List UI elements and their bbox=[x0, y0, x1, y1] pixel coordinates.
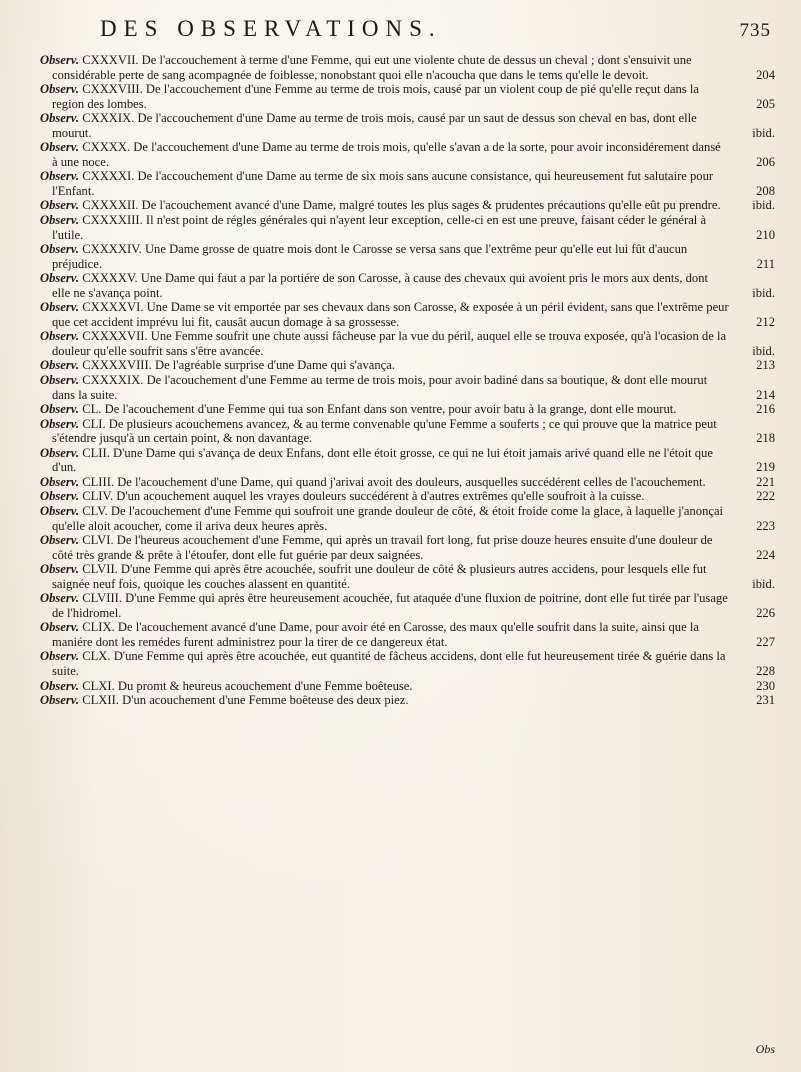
entry-text: CXXXXVI. Une Dame se vit emportée par ses chevaux dans son Carosse, & exposée à un péril évident, sans que l'extrême peur que cet accident imprévu lui fit, causât aucun domage à sa grossesse. bbox=[52, 300, 729, 329]
entry-page-ref: ibid. bbox=[752, 285, 775, 300]
entry-text: CXXXX. De l'accouchement d'une Dame au terme de trois mois, qu'elle s'avan a de la sorte, pour avoir inconsidérement dansé à une noce. bbox=[52, 140, 721, 169]
entry-page-ref: 216 bbox=[756, 402, 775, 417]
observation-entry bbox=[40, 679, 775, 694]
entry-label: Observ. bbox=[40, 300, 80, 315]
observation-entry bbox=[40, 591, 775, 620]
observation-entry bbox=[40, 562, 775, 591]
entry-text: CLI. De plusieurs acouchemens avancez, & au terme convenable qu'une Femme a souferts ; ce qui prouve que la matrice peut s'étendre jusqu'à un certain point, & non davantage. bbox=[52, 416, 717, 446]
entry-page-ref: 221 bbox=[756, 474, 775, 489]
observation-entry bbox=[40, 402, 775, 417]
observation-entry bbox=[40, 620, 775, 649]
entry-text: CXXXXIX. De l'acouchement d'une Femme au terme de trois mois, pour avoir badiné dans sa boutique, & dont elle mourut dans la suite. bbox=[52, 373, 708, 402]
running-title: DES OBSERVATIONS. bbox=[100, 16, 442, 41]
entry-text: CXXXIX. De l'accouchement d'une Dame au terme de trois mois, causé par un saut de dessus son cheval en bas, dont elle mourut. bbox=[52, 111, 697, 140]
entry-text: CLII. D'une Dame qui s'avança de deux Enfans, dont elle étoit grosse, ce qui ne lui étoit jamais arivé quand elle ne l'étoit que d'un. bbox=[52, 445, 713, 475]
entry-text: CLXI. Du promt & heureus acouchement d'une Femme boêteuse. bbox=[82, 678, 413, 693]
observation-entry bbox=[40, 504, 775, 533]
observation-entry bbox=[40, 533, 775, 562]
observation-entry bbox=[40, 271, 775, 300]
observation-entry bbox=[40, 358, 775, 373]
observation-entry bbox=[40, 373, 775, 402]
observation-entry bbox=[40, 489, 775, 504]
entry-label: Observ. bbox=[40, 198, 80, 213]
entry-page-ref: 205 bbox=[756, 96, 775, 111]
entry-page-ref: ibid. bbox=[752, 343, 775, 358]
entry-label: Observ. bbox=[40, 213, 80, 228]
entry-label: Observ. bbox=[40, 649, 80, 664]
observation-entry bbox=[40, 53, 775, 82]
entry-label: Observ. bbox=[40, 53, 80, 67]
entry-text: CLIV. D'un acouchement auquel les vrayes douleurs succédérent à d'autres extrêmes qu'elle soufroit à la cuisse. bbox=[82, 489, 645, 504]
entry-text: CXXXVII. De l'accouchement à terme d'une Femme, qui eut une violente chute de dessus un cheval ; dont s'ensuivit une considérable perte de sang acompagnée de foiblesse, nonobstant quoi elle n'acoucha que dans le tems qu'elle le devoit. bbox=[52, 53, 692, 82]
entry-text: CXXXXI. De l'accouchement d'une Dame au terme de six mois sans aucune consistance, qui heureusement fut salutaire pour l'Enfant. bbox=[52, 169, 714, 198]
observation-entry bbox=[40, 82, 775, 111]
entry-label: Observ. bbox=[40, 562, 80, 577]
entry-label: Observ. bbox=[40, 591, 80, 606]
entry-text: CLXII. D'un acouchement d'une Femme boêteuse des deux piez. bbox=[82, 693, 409, 708]
entry-page-ref: 206 bbox=[756, 154, 775, 169]
entry-page-ref: 224 bbox=[756, 547, 775, 562]
observation-entry bbox=[40, 242, 775, 271]
entry-label: Observ. bbox=[40, 271, 80, 286]
observation-entry bbox=[40, 649, 775, 678]
entry-label: Observ. bbox=[40, 620, 80, 635]
entry-page-ref: 223 bbox=[756, 518, 775, 533]
entry-text: CLX. D'une Femme qui après être acouchée, eut quantité de fâcheus accidens, dont elle fut heureusement tirée & guérie dans la suite. bbox=[52, 649, 726, 678]
entry-page-ref: ibid. bbox=[752, 576, 775, 591]
entry-page-ref: ibid. bbox=[752, 198, 775, 213]
entry-page-ref: 228 bbox=[756, 663, 775, 678]
observation-entry bbox=[40, 475, 775, 490]
table-of-observations bbox=[40, 53, 775, 708]
entry-text: CLIII. De l'acouchement d'une Dame, qui quand j'arivai avoit des douleurs, ausquelles succédérent celles de l'acouchement. bbox=[82, 474, 706, 489]
entry-page-ref: 213 bbox=[756, 358, 775, 373]
entry-page-ref: 212 bbox=[756, 314, 775, 329]
entry-page-ref: 222 bbox=[756, 489, 775, 504]
entry-text: CXXXXII. De l'acouchement avancé d'une Dame, malgré toutes les plus sages & prudentes précautions qu'elle eût pu prendre. bbox=[82, 198, 721, 213]
observation-entry bbox=[40, 693, 775, 708]
entry-text: CXXXXIV. Une Dame grosse de quatre mois dont le Carosse se versa sans que l'extrême peur qu'elle eut lui fût d'aucun préjudice. bbox=[52, 242, 688, 271]
observation-entry bbox=[40, 140, 775, 169]
entry-page-ref: 218 bbox=[756, 431, 775, 446]
entry-label: Observ. bbox=[40, 373, 80, 388]
entry-label: Observ. bbox=[40, 140, 80, 155]
entry-page-ref: 211 bbox=[756, 256, 775, 271]
entry-label: Observ. bbox=[40, 111, 80, 126]
entry-text: CL. De l'acouchement d'une Femme qui tua son Enfant dans son ventre, pour avoir batu à la grange, dont elle mourut. bbox=[82, 402, 677, 417]
observation-entry bbox=[40, 446, 775, 475]
observation-entry bbox=[40, 111, 775, 140]
entry-label: Observ. bbox=[40, 416, 80, 431]
entry-label: Observ. bbox=[40, 169, 80, 184]
observation-entry bbox=[40, 300, 775, 329]
entry-text: CLIX. De l'acouchement avancé d'une Dame, pour avoir été en Carosse, des maux qu'elle soufrit dans la suite, ainsi que la maniére dont les remédes furent administrez pour la tirer de ce dangereux état. bbox=[52, 620, 699, 649]
entry-label: Observ. bbox=[40, 445, 80, 460]
entry-text: CXXXXVIII. De l'agréable surprise d'une Dame qui s'avança. bbox=[82, 358, 396, 373]
entry-label: Observ. bbox=[40, 82, 80, 97]
entry-label: Observ. bbox=[40, 402, 80, 417]
observation-entry bbox=[40, 213, 775, 242]
entry-page-ref: 214 bbox=[756, 387, 775, 402]
observation-entry bbox=[40, 198, 775, 213]
observation-entry bbox=[40, 329, 775, 358]
entry-label: Observ. bbox=[40, 329, 80, 344]
entry-page-ref: 219 bbox=[756, 460, 775, 475]
entry-label: Observ. bbox=[40, 533, 80, 548]
entry-page-ref: 230 bbox=[756, 678, 775, 693]
entry-text: CXXXXVII. Une Femme soufrit une chute aussi fâcheuse par la vue du péril, auquel elle se trouva exposée, qu'à l'ocasion de la douleur qu'elle soufrit sans s'être avancée. bbox=[52, 329, 727, 358]
entry-text: CLVI. De l'heureus acouchement d'une Femme, qui après un travail fort long, fut prise douze heures ensuite d'une douleur de côté très grande & prête à l'étoufer, dont elle fut guérie par deux saignées. bbox=[52, 533, 713, 562]
entry-text: CXXXVIII. De l'accouchement d'une Femme au terme de trois mois, causé par un violent coup de pié qu'elle reçut dans la region des lombes. bbox=[52, 82, 699, 111]
entry-text: CXXXXIII. Il n'est point de régles générales qui n'ayent leur exception, celle-ci en est une preuve, faisant céder le général à l'utile. bbox=[52, 213, 707, 242]
entry-page-ref: 208 bbox=[756, 183, 775, 198]
entry-page-ref: 227 bbox=[756, 634, 775, 649]
entry-label: Observ. bbox=[40, 489, 80, 504]
entry-page-ref: 204 bbox=[756, 67, 775, 82]
entry-page-ref: ibid. bbox=[752, 125, 775, 140]
entry-text: CLVII. D'une Femme qui après être acouchée, soufrit une douleur de côté & plusieurs autres accidens, pour lesquels elle fut saignée neuf fois, quoique les couches alassent en quantité. bbox=[52, 562, 707, 591]
entry-text: CXXXXV. Une Dame qui faut a par la portiére de son Carosse, à cause des chevaux qui avoient pris le mors aux dents, dont elle ne s'avança point. bbox=[52, 271, 709, 300]
entry-text: CLV. De l'acouchement d'une Femme qui soufroit une grande douleur de côté, & étoit froide come la glace, à laquelle j'anonçai qu'elle aloit acoucher, come il ariva deux heures après. bbox=[52, 503, 724, 533]
entry-label: Observ. bbox=[40, 474, 80, 489]
entry-text: CLVIII. D'une Femme qui après être heureusement acouchée, fut ataquée d'une fluxion de poitrine, dont elle fut tirée par l'usage de l'hidromel. bbox=[52, 591, 728, 620]
entry-label: Observ. bbox=[40, 693, 80, 708]
page-number: 735 bbox=[739, 20, 771, 41]
entry-page-ref: 231 bbox=[756, 693, 775, 708]
observation-entry bbox=[40, 169, 775, 198]
entry-label: Observ. bbox=[40, 503, 80, 518]
entry-page-ref: 226 bbox=[756, 605, 775, 620]
entry-label: Observ. bbox=[40, 678, 80, 693]
observation-entry bbox=[40, 417, 775, 446]
entry-label: Observ. bbox=[40, 242, 80, 257]
page-header bbox=[0, 16, 801, 46]
catchword: Obs bbox=[755, 1042, 775, 1056]
entry-page-ref: 210 bbox=[756, 227, 775, 242]
entry-label: Observ. bbox=[40, 358, 80, 373]
